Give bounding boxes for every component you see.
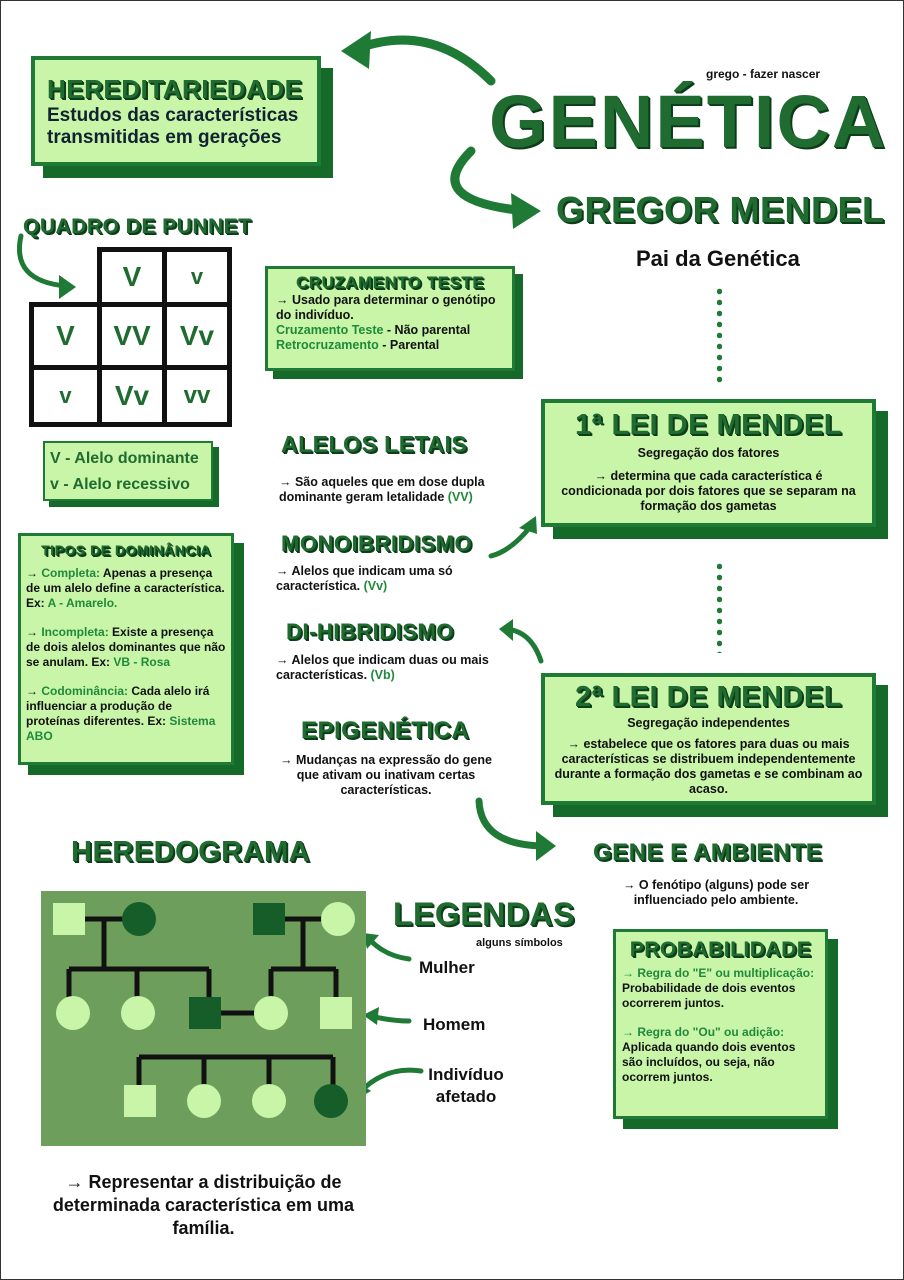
- prob-rule-e: → Regra do "E" ou multiplicação:: [622, 966, 815, 980]
- punnett-cell: VV: [97, 302, 167, 370]
- etymology: grego - fazer nascer: [706, 67, 821, 81]
- mono-text: [276, 564, 476, 594]
- prob-rule-ou: → Regra do "Ou" ou adição:: [622, 1025, 785, 1039]
- lei2-text: → estabelece que os fatores para duas ou mais características se distribuem independentemente durante a formação dos gametas e se combinam ao acaso.: [554, 737, 863, 796]
- hereditariedade-text: Estudos das características transmitidas em gerações: [47, 105, 299, 148]
- mono-title: MONOIBRIDISMO: [281, 531, 473, 556]
- dotted-connector: [717, 286, 722, 384]
- di-title: DI-HIBRIDISMO: [286, 619, 454, 644]
- dominancia-term: Completa:: [41, 566, 101, 580]
- lei1-text: → determina que cada característica é condicionada por dois fatores que se separam na formação dos gametas: [561, 469, 856, 513]
- male-unaffected: [53, 903, 85, 935]
- arrow-curve: [479, 801, 546, 846]
- mendel-title: GREGOR MENDEL: [556, 189, 885, 230]
- arrowhead-icon: [499, 619, 513, 641]
- letais-title: ALELOS LETAIS: [281, 431, 468, 457]
- dominancia-term: Incompleta:: [41, 625, 109, 639]
- cruzamento-desc: - Não parental: [383, 323, 471, 337]
- legend-homem: Homem: [423, 1015, 486, 1034]
- female-unaffected: [321, 902, 355, 936]
- dominancia-title: TIPOS DE DOMINÂNCIA: [41, 542, 211, 558]
- punnett-cell: V: [29, 302, 102, 370]
- dominancia-desc: Existe a presença de dois alelos dominantes que não se anulam. Ex:: [26, 625, 226, 669]
- di-example: (Vb): [370, 668, 395, 682]
- arrow-curve: [371, 941, 409, 959]
- punnett-cell: Vv: [162, 302, 232, 370]
- female-unaffected: [254, 996, 288, 1030]
- female-unaffected: [252, 1084, 286, 1118]
- epi-text: → Mudanças na expressão do gene que ativam ou inativam certas características.: [280, 753, 492, 797]
- prob-rule-e-text: Probabilidade de dois eventos ocorrerem juntos.: [622, 981, 796, 1010]
- cruzamento-title: CRUZAMENTO TESTE: [295, 273, 485, 292]
- lei1-subtitle: Segregação dos fatores: [637, 446, 780, 460]
- female-affected: [314, 1084, 348, 1118]
- pedigree-panel: [41, 891, 366, 1146]
- dominancia-term: Codominância:: [41, 684, 129, 698]
- gene-title: GENE E AMBIENTE: [593, 839, 823, 866]
- lei2-subtitle: Segregação independentes: [627, 716, 790, 730]
- cruzamento-box: [265, 266, 515, 371]
- female-unaffected: [187, 1084, 221, 1118]
- punnett-cell: v: [162, 247, 232, 307]
- dominancia-item: → Incompleta: Existe a presença de dois alelos dominantes que não se anulam. Ex: VB - Rosa: [26, 625, 226, 669]
- prob-title: PROBABILIDADE: [629, 938, 812, 961]
- retrocruzamento-desc: - Parental: [378, 338, 440, 352]
- letais-desc: → São aqueles que em dose dupla dominante geram letalidade: [279, 475, 485, 504]
- pedigree-chart: [41, 891, 366, 1146]
- arrow-curve: [491, 526, 531, 556]
- male-unaffected: [320, 997, 352, 1029]
- punnett-cell: V: [97, 247, 167, 307]
- hereditariedade-box: [31, 56, 321, 166]
- mono-example: (Vv): [363, 579, 388, 593]
- hereditariedade-title: HEREDITARIEDADE: [47, 74, 303, 104]
- page-title: GENÉTICA: [489, 80, 888, 163]
- cruzamento-text: → Usado para determinar o genótipo do indivíduo.: [276, 293, 496, 322]
- letais-example: (VV): [447, 490, 473, 504]
- prob-rule-ou-text: Aplicada quando dois eventos são incluídos, ou seja, não ocorrem juntos.: [622, 1040, 796, 1084]
- arrowhead-icon: [511, 193, 541, 229]
- legend-afetado: Indivíduo afetado: [428, 1065, 504, 1106]
- arrowhead-icon: [536, 831, 556, 861]
- legendas-subtitle: alguns símbolos: [476, 937, 563, 949]
- dominancia-desc: Apenas a presença de um alelo define a característica. Ex:: [26, 566, 225, 610]
- lei1-title: 1ª LEI DE MENDEL: [575, 409, 842, 441]
- dominancia-box: [18, 533, 234, 765]
- heredograma-text: → Representar a distribuição de determinada característica em uma família.: [52, 1172, 355, 1238]
- gene-text: → O fenótipo (alguns) pode ser influenciado pelo ambiente.: [622, 878, 810, 907]
- punnett-cell: Vv: [97, 365, 167, 427]
- lei2-box: [541, 673, 876, 805]
- female-unaffected: [56, 996, 90, 1030]
- letais-text: [279, 475, 499, 505]
- arrow-curve: [356, 40, 491, 81]
- lei1-box: [541, 399, 876, 527]
- dominancia-example: VB - Rosa: [113, 655, 171, 669]
- punnett-title: QUADRO DE PUNNET: [23, 215, 252, 238]
- dominancia-desc: Cada alelo irá influenciar a produção de proteínas diferentes. Ex:: [26, 684, 210, 728]
- male-affected: [189, 997, 221, 1029]
- dominancia-example: A - Amarelo.: [47, 596, 118, 610]
- lei2-title: 2ª LEI DE MENDEL: [575, 681, 842, 713]
- legend-mulher: Mulher: [419, 958, 475, 977]
- heredograma-title: HEREDOGRAMA: [71, 836, 311, 868]
- mono-desc: → Alelos que indicam uma só característica.: [276, 564, 453, 593]
- dominancia-item: → Codominância: Cada alelo irá influenciar a produção de proteínas diferentes. Ex: Sistema ABO: [26, 684, 216, 743]
- legendas-title: LEGENDAS: [393, 896, 575, 932]
- female-unaffected: [121, 996, 155, 1030]
- epi-title: EPIGENÉTICA: [301, 717, 470, 744]
- arrowhead-icon: [59, 275, 76, 299]
- female-affected: [122, 902, 156, 936]
- male-unaffected: [124, 1085, 156, 1117]
- probabilidade-box: [613, 929, 828, 1119]
- di-desc: → Alelos que indicam duas ou mais características.: [276, 653, 489, 682]
- punnett-cell: vv: [162, 365, 232, 427]
- dotted-connector: [717, 561, 722, 653]
- dominancia-example: Sistema ABO: [26, 714, 216, 743]
- mendel-subtitle: Pai da Genética: [636, 246, 800, 271]
- di-text: [276, 653, 506, 683]
- cruzamento-term: Cruzamento Teste: [276, 323, 384, 337]
- dominancia-item: → Completa: Apenas a presença de um alelo define a característica. Ex: A - Amarelo.: [26, 566, 225, 610]
- male-affected: [253, 903, 285, 935]
- legend-dominant: V - Alelo dominante: [50, 450, 199, 467]
- arrowhead-icon: [341, 31, 371, 69]
- retrocruzamento-term: Retrocruzamento: [276, 338, 379, 352]
- arrow-curve: [361, 1070, 421, 1091]
- punnett-legend: [43, 441, 213, 501]
- legend-recessive: v - Alelo recessivo: [50, 476, 190, 493]
- punnett-cell: v: [29, 365, 102, 427]
